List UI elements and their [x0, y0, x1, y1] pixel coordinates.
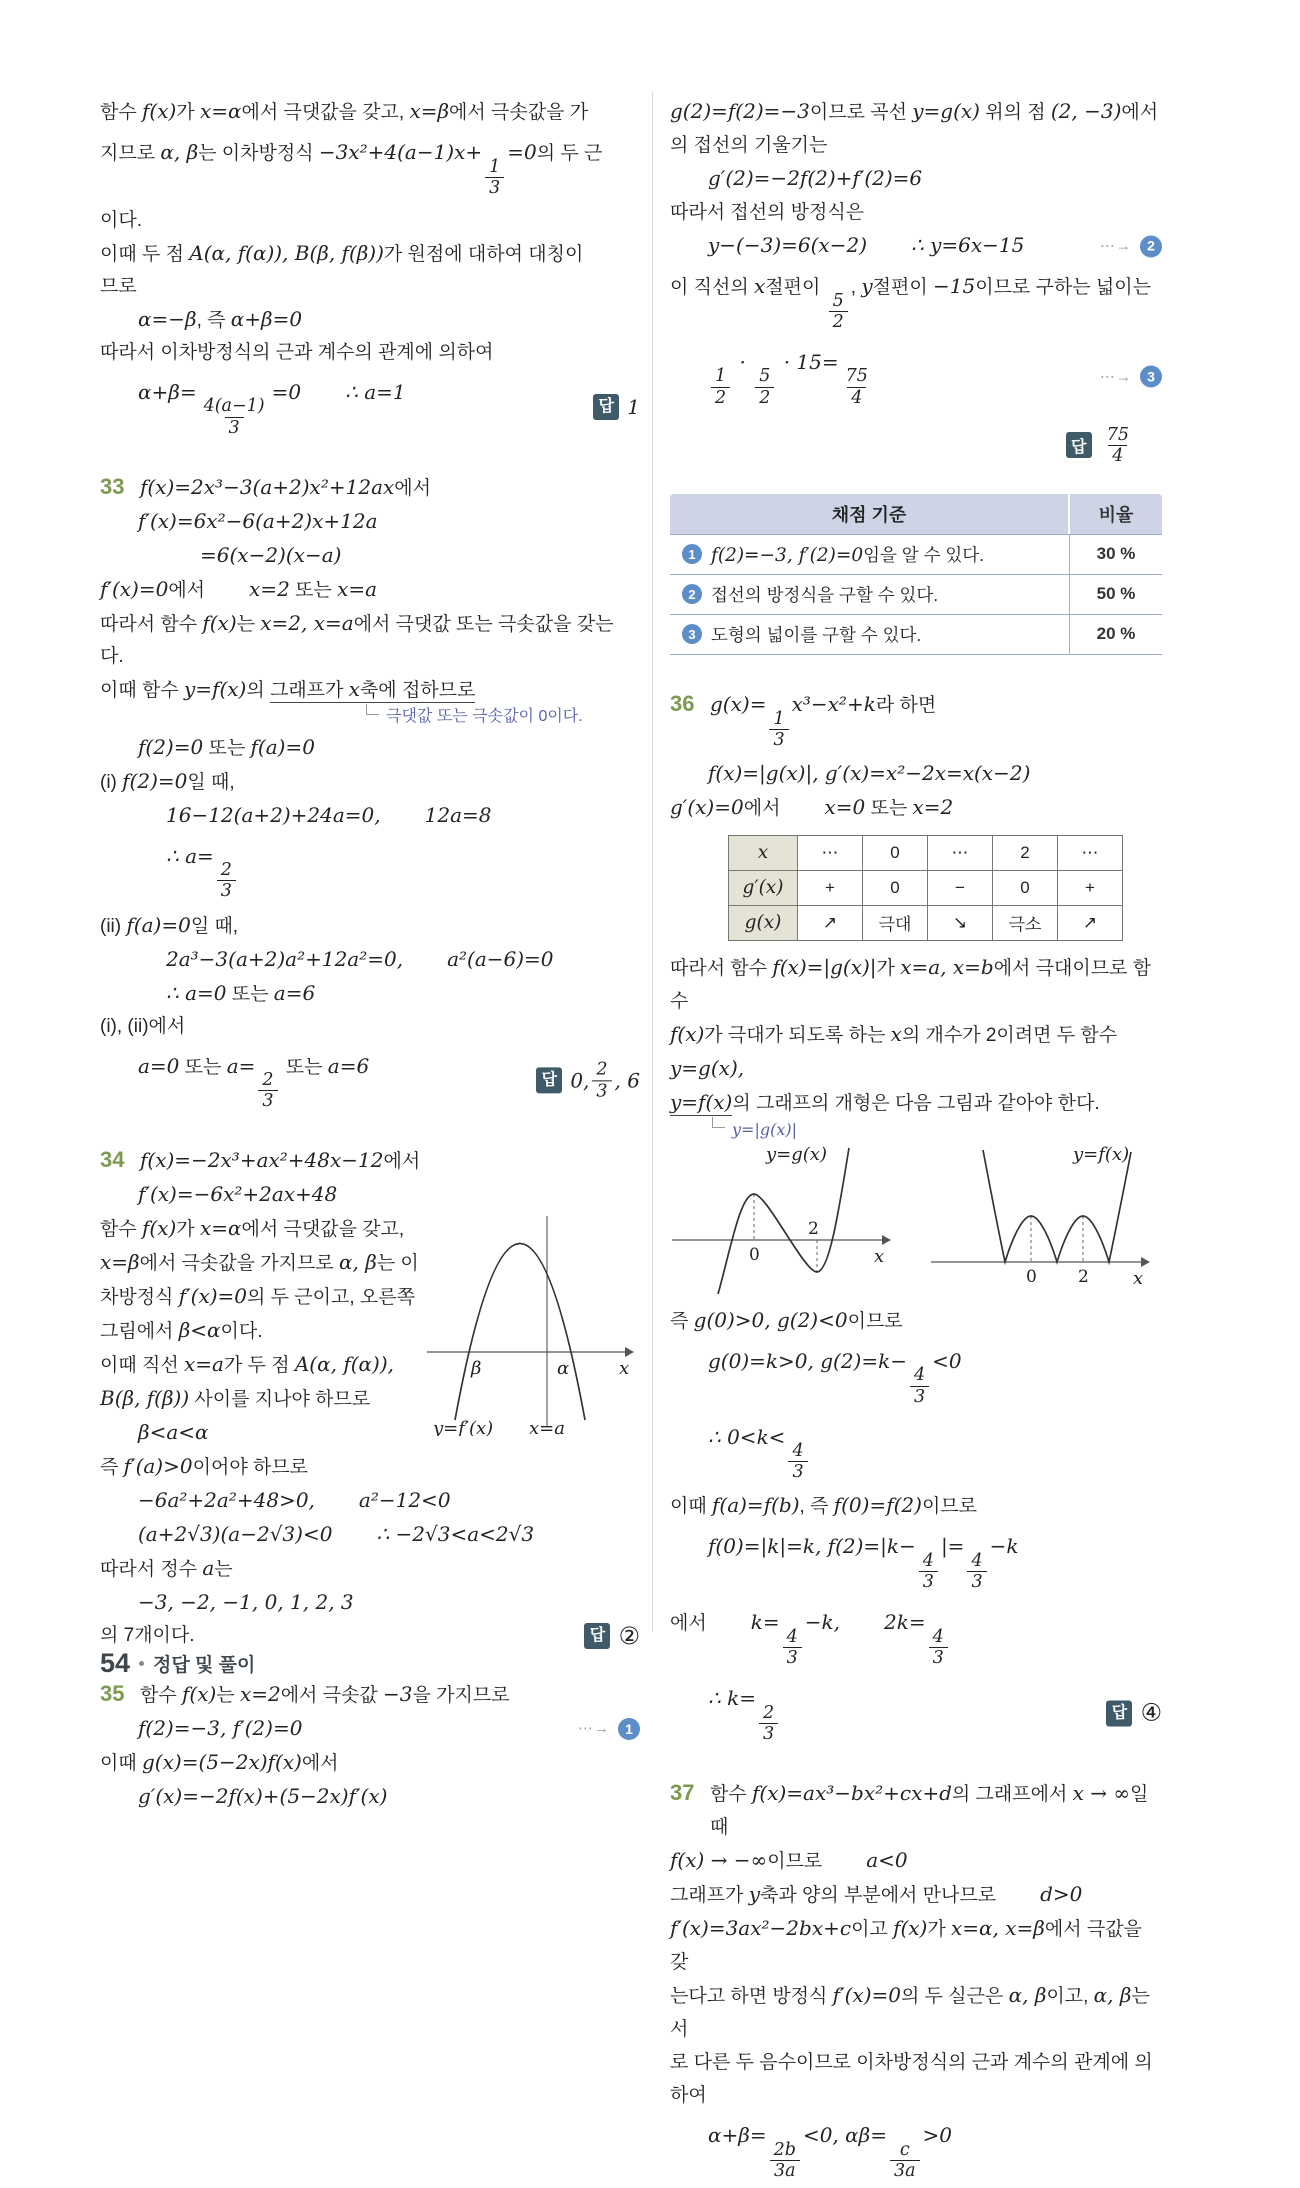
solution-line: 그래프가 y축과 양의 부분에서 만나므로 d>0: [670, 1882, 1083, 1906]
solution-line: f(x) → −∞이므로 a<0: [670, 1848, 908, 1872]
solution-line: 이때 직선 x=a가 두 점 A(α, f(α)),: [100, 1352, 394, 1377]
solution-line: 므로: [100, 275, 137, 297]
solution-line: 이 직선의 x절편이 $\frac{5}{2}$ , y절편이 −15이므로 구하는 넓이는: [670, 274, 1151, 332]
solution-line: f(0)=|k|=k, f(2)=|k− $\frac{4}{3}$ |= $\frac{4}{3}$ −k: [708, 1534, 1019, 1593]
solution-line: y=f(x)의 그래프의 개형은 다음 그림과 같아야 한다.: [670, 1089, 1100, 1114]
solution-line: g(2)=f(2)=−3이므로 곡선 y=g(x) 위의 점 (2, −3)에서: [670, 99, 1159, 123]
problem-32-continuation: [100, 95, 640, 445]
tick-0: 0: [749, 1244, 760, 1265]
graph-y-equals-f-of-x: [929, 1144, 1154, 1296]
rubric-percent: 50 %: [1069, 575, 1162, 614]
problem-34: [100, 1144, 640, 1652]
answer-badge: 답: [536, 1067, 562, 1093]
solution-line: (a+2√3)(a−2√3)<0 ∴ −2√3<a<2√3: [138, 1522, 535, 1547]
problem-35-continued: [670, 95, 1162, 470]
solution-line: 따라서 함수 f(x)=|g(x)|가 x=a, x=b에서 극대이므로 함수: [670, 954, 1152, 1012]
solution-line: f(x)가 극대가 되도록 하는 x의 개수가 2이려면 두 함수 y=g(x),: [670, 1021, 1118, 1080]
beta-label: β: [471, 1358, 482, 1380]
tick-2: 2: [1078, 1266, 1089, 1287]
step-mark: [1100, 230, 1162, 263]
solution-line: 지므로 α, β는 이차방정식 −3x²+4(a−1)x+ $\frac{1}{3}$ =0의 두 근: [100, 140, 603, 198]
solution-line: 이때 f(a)=f(b), 즉 f(0)=f(2)이므로: [670, 1493, 977, 1518]
solution-line: g′(x)=0에서 x=0 또는 x=2: [670, 794, 954, 819]
curve-label: y=g(x): [766, 1143, 827, 1165]
answer-value: ②: [618, 1622, 640, 1651]
rubric-row: [670, 614, 1162, 654]
tick-2: 2: [808, 1218, 819, 1239]
answer-badge: 답: [1066, 432, 1092, 458]
solution-line: 16−12(a+2)+24a=0, 12a=8: [166, 802, 492, 827]
answer: [584, 1620, 640, 1652]
page-footer: [100, 1648, 255, 1679]
answer-badge: 답: [1106, 1700, 1132, 1726]
problem-number: 37: [670, 1780, 695, 1805]
rubric-criterion: f(2)=−3, f′(2)=0임을 알 수 있다.: [711, 544, 985, 566]
solution-line: α+β= $\frac{4(a-1)}{3}$ =0 ∴ a=1 답 1: [138, 379, 640, 438]
solution-line: 함수 f(x)가 x=α에서 극댓값을 갖고,: [100, 1216, 405, 1241]
rubric-header-criteria: 채점 기준: [831, 504, 907, 525]
solution-line: (i) f(2)=0일 때,: [100, 768, 235, 793]
page-number: 54: [100, 1648, 131, 1678]
alpha-label: α: [557, 1358, 570, 1380]
answer: [536, 1060, 640, 1101]
problem-35-start: 35 함수 f(x)는 x=2에서 극솟값 −3을 가지므로: [100, 1678, 640, 1712]
step-number-2: 2: [682, 584, 702, 604]
solution-line: f′(x)=0에서 x=2 또는 x=a: [100, 576, 378, 601]
problem-number: 33: [100, 473, 125, 499]
solution-line: f′(x)=3ax²−2bx+c이고 f(x)가 x=α, x=β에서 극값을 갖: [670, 1916, 1142, 1973]
problem-37: [670, 1777, 1162, 2188]
solution-line: 함수 f(x)가 x=α에서 극댓값을 갖고, x=β에서 극솟값을 가: [100, 99, 589, 123]
answer: [593, 391, 640, 423]
solution-line: α=−β, 즉 α+β=0: [138, 306, 303, 331]
shape-graphs: [670, 1144, 1162, 1296]
solution-line: f′(x)=−6x²+2ax+48: [138, 1182, 338, 1207]
answer-badge: 답: [593, 394, 619, 420]
solution-line: 는다고 하면 방정식 f′(x)=0의 두 실근은 α, β이고, α, β는 서: [670, 1983, 1150, 2040]
solution-line: 따라서 정수 a는: [100, 1556, 233, 1581]
solution-line: 의 7개이다. 답 ②: [100, 1622, 640, 1651]
right-column: [670, 95, 1162, 2188]
solution-line: 이때 두 점 A(α, f(α)), B(β, f(β))가 원점에 대하여 대칭이: [100, 240, 584, 265]
answer-value: 0, $\frac{2}{3}$ , 6: [570, 1059, 640, 1101]
solution-line: α+β= $\frac{2b}{3a}$ <0, αβ= $\frac{c}{3a}$ >0: [708, 2123, 953, 2181]
rubric-row: [670, 534, 1162, 574]
dotted-arrow-icon: ⋯→: [1100, 368, 1132, 386]
solution-line: (i), (ii)에서: [100, 1015, 186, 1037]
problem-37-start: 37 함수 f(x)=ax³−bx²+cx+d의 그래프에서 x → ∞일 때: [670, 1777, 1162, 1844]
solution-line: 그림에서 β<α이다.: [100, 1318, 263, 1343]
solution-line: 다.: [100, 645, 124, 667]
step-mark: [1100, 360, 1162, 393]
vline-label: x=a: [529, 1418, 565, 1437]
solution-line: f′(x)=6x²−6(a+2)x+12a: [138, 508, 378, 533]
problem-number: 36: [670, 690, 695, 716]
solution-line: f(x)=|g(x)|, g′(x)=x²−2x=x(x−2): [708, 760, 1031, 785]
solution-line: B(β, f(β)) 사이를 지나야 하므로: [100, 1386, 371, 1411]
x-axis-label: x: [1133, 1267, 1144, 1289]
solution-line: 즉 f′(a)>0이어야 하므로: [100, 1454, 309, 1479]
problem-33-start: 33 f(x)=2x³−3(a+2)x²+12ax에서: [100, 471, 640, 505]
solution-line: g(0)=k>0, g(2)=k− $\frac{4}{3}$ <0: [708, 1348, 962, 1407]
x-axis-label: x: [874, 1245, 885, 1267]
problem-35: [100, 1678, 640, 1814]
solution-line: 따라서 접선의 방정식은: [670, 202, 865, 223]
step-number-2: 2: [1140, 235, 1162, 257]
step-mark: [578, 1713, 640, 1745]
step-number-3: 3: [682, 624, 702, 644]
solution-line: 따라서 이차방정식의 근과 계수의 관계에 의하여: [100, 341, 494, 363]
grading-rubric-table: [670, 494, 1162, 655]
curve-label: y=f′(x): [433, 1418, 494, 1437]
problem-number: 34: [100, 1147, 125, 1173]
dotted-arrow-icon: ⋯→: [1100, 237, 1132, 255]
curve-label: y=f(x): [1073, 1143, 1130, 1165]
rubric-percent: 30 %: [1069, 535, 1162, 574]
problem-36: [670, 681, 1162, 1751]
solution-line: −6a²+2a²+48>0, a²−12<0: [138, 1488, 451, 1513]
step-number-1: 1: [618, 1718, 640, 1740]
solution-line: ∴ k= $\frac{2}{3}$ 답 ④: [708, 1686, 1162, 1744]
annotation-text: y=|g(x)|: [732, 1119, 797, 1139]
column-divider: [652, 92, 653, 1632]
solution-line: 즉 g(0)>0, g(2)<0이므로: [670, 1307, 903, 1332]
solution-line: 이다.: [100, 209, 142, 231]
solution-line: ∴ a=0 또는 a=6: [166, 980, 316, 1005]
solution-line: y−(−3)=6(x−2) ∴ y=6x−15 ⋯→ 2: [670, 229, 1162, 263]
x-axis-arrow: [1141, 1257, 1150, 1267]
answer-value: ④: [1140, 1698, 1162, 1727]
absolute-value-curve: [983, 1150, 1131, 1262]
solution-line: 따라서 함수 f(x)는 x=2, x=a에서 극댓값 또는 극솟값을 갖는: [100, 610, 614, 635]
x-axis-arrow: [882, 1235, 891, 1245]
graph-y-equals-g-of-x: [670, 1144, 895, 1296]
margin-annotation: [712, 1120, 1162, 1140]
problem-33: [100, 471, 640, 1119]
cubic-curve: [718, 1148, 849, 1294]
rubric-row: [670, 574, 1162, 614]
solution-line: ∴ 0<k< $\frac{4}{3}$: [670, 1414, 1162, 1490]
answer-value: 1: [627, 394, 640, 419]
solution-line: ∴ a= $\frac{2}{3}$: [100, 833, 640, 909]
solution-line: 이때 g(x)=(5−2x)f(x)에서: [100, 1750, 339, 1775]
solution-line: 차방정식 f′(x)=0의 두 근이고, 오른쪽: [100, 1284, 415, 1309]
rubric-criterion: 접선의 방정식을 구할 수 있다.: [711, 584, 939, 605]
margin-annotation: [366, 707, 640, 727]
dotted-arrow-icon: ⋯→: [578, 1720, 610, 1738]
solution-line: (ii) f(a)=0일 때,: [100, 912, 239, 937]
rubric-header-ratio: 비율: [1068, 494, 1162, 534]
solution-line: 에서 k= $\frac{4}{3}$ −k, 2k= $\frac{4}{3}$: [670, 1599, 1162, 1675]
problem-number: 35: [100, 1681, 125, 1707]
solution-line: −3, −2, −1, 0, 1, 2, 3: [138, 1590, 354, 1615]
answer-badge: 답: [584, 1623, 610, 1649]
solution-line: a=0 또는 a= $\frac{2}{3}$ 또는 a=6 답 0, $\frac{2}{3}$ , 6: [138, 1053, 640, 1112]
rubric-criterion: 도형의 넓이를 구할 수 있다.: [711, 624, 922, 645]
solution-line: =6(x−2)(x−a): [200, 542, 342, 567]
left-column: [100, 95, 640, 1814]
answer: [1106, 1697, 1162, 1730]
sign-table: x ⋯ 0 ⋯ 2 ⋯ g′(x) + 0 − 0 + g(x) ↗ 극대 ↘ 극소 ↗: [728, 835, 1123, 941]
rubric-header-row: [670, 494, 1162, 534]
footer-dot-icon: [139, 1661, 144, 1666]
answer: [670, 415, 1162, 470]
problem-34-start: 34 f(x)=−2x³+ax²+48x−12에서: [100, 1144, 640, 1178]
solution-line: 이때 함수 y=f(x)의 그래프가 x축에 접하므로: [100, 676, 476, 701]
answer-value: $\frac{75}{4}$: [1106, 424, 1129, 466]
tick-0: 0: [1026, 1266, 1037, 1287]
solution-line: g′(2)=−2f(2)+f′(2)=6: [708, 166, 923, 190]
solution-line: $\frac{1}{2}$ · $\frac{5}{2}$ · 15= $\frac{75}{4}$ ⋯→ 3: [670, 339, 1162, 415]
footer-label: 정답 및 풀이: [153, 1655, 256, 1676]
step-number-1: 1: [682, 544, 702, 564]
solution-line: 의 접선의 기울기는: [670, 135, 828, 156]
solution-line: 2a³−3(a+2)a²+12a²=0, a²(a−6)=0: [166, 946, 554, 971]
rubric-percent: 20 %: [1069, 615, 1162, 654]
step-number-3: 3: [1140, 366, 1162, 388]
solution-line: f(2)=0 또는 f(a)=0: [138, 734, 315, 759]
solution-line: 로 다른 두 음수이므로 이차방정식의 근과 계수의 관계에 의하여: [670, 2052, 1153, 2106]
solution-line: x=β에서 극솟값을 가지므로 α, β는 이: [100, 1250, 419, 1275]
x-axis-label: x: [619, 1358, 630, 1380]
annotation-text: 극댓값 또는 극솟값이 0이다.: [386, 707, 583, 725]
solution-line: g′(x)=−2f(x)+(5−2x)f′(x): [138, 1784, 388, 1809]
problem-36-start: 36 g(x)= $\frac{1}{3}$ x³−x²+k라 하면: [670, 681, 1162, 757]
solution-line: f(2)=−3, f′(2)=0 ⋯→ 1: [100, 1712, 640, 1746]
solution-line: β<a<α: [138, 1420, 209, 1445]
